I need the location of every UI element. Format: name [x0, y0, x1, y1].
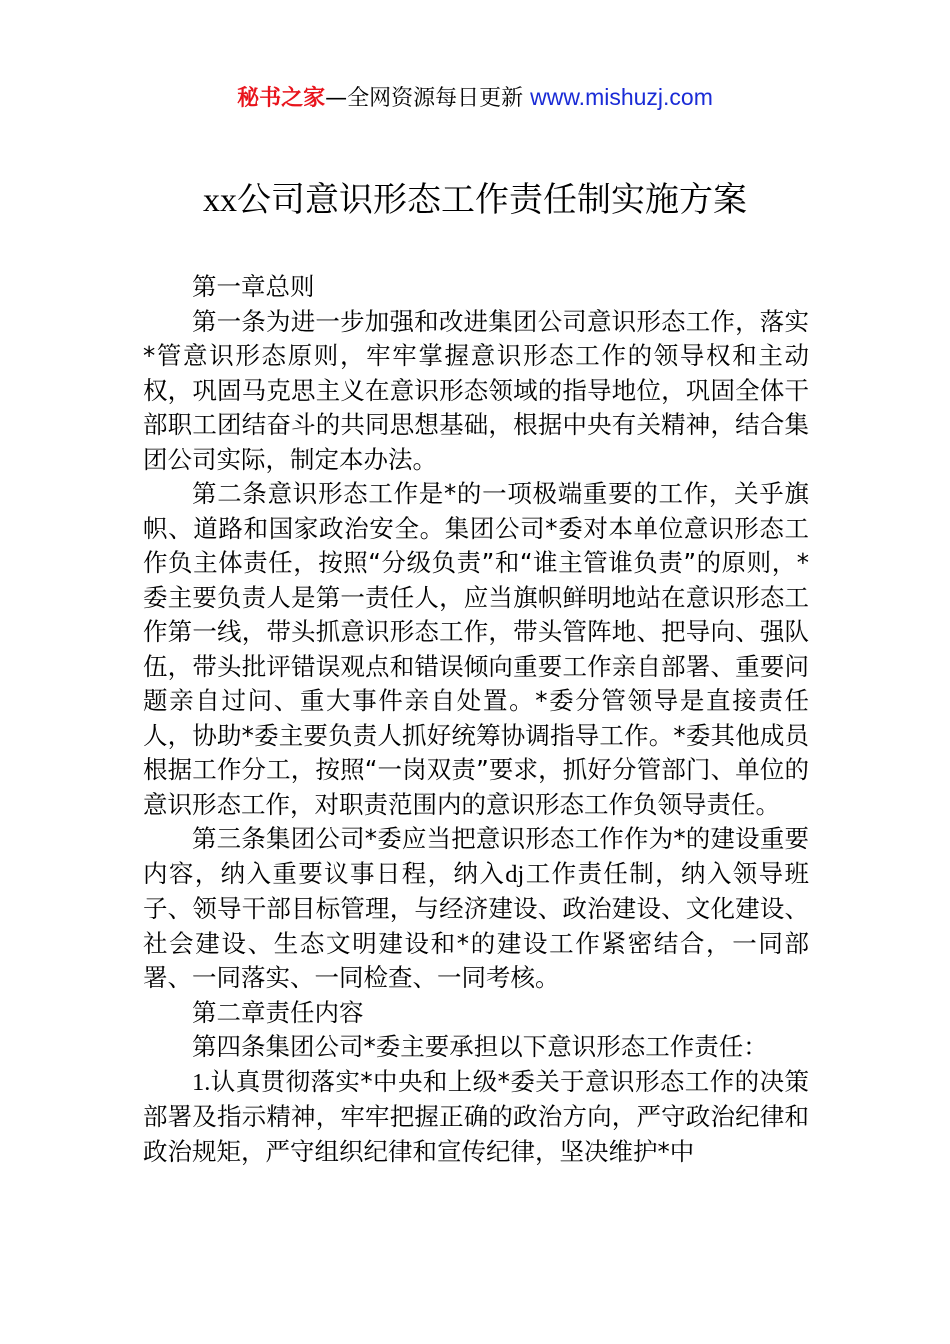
chapter-heading: 第一章总则 [192, 272, 315, 301]
chapter-heading: 第二章责任内容 [192, 997, 364, 1027]
document-body [143, 270, 809, 1169]
body-paragraph: 1.认真贯彻落实*中央和上级*委关于意识形态工作的决策部署及指示精神，牢牢把握正确的政治方向，严守政治纪律和政治规矩，严守组织纪律和宣传纪律，坚决维护*中 [143, 1066, 809, 1166]
header-tagline: —全网资源每日更新 [325, 86, 524, 111]
site-url-link[interactable]: www.mishuzj.com [530, 84, 713, 110]
body-paragraph: 第四条集团公司*委主要承担以下意识形态工作责任： [192, 1032, 768, 1061]
brand-name: 秘书之家 [237, 86, 326, 111]
body-paragraph: 第二条意识形态工作是*的一项极端重要的工作，关乎旗帜、道路和国家政治安全。集团公司*委对本单位意识形态工作负主体责任，按照“分级负责”和“谁主管谁负责”的原则，*委主要负责人是第一责任人，应当旗帜鲜明地站在意识形态工作第一线，带头抓意识形态工作，带头管阵地、把导向、强队伍，带头批评错误观点和错误倾向重要工作亲自部署、重要问题亲自过问、重大事件亲自处置。*委分管领导是直接责任人，协助*委主要负责人抓好统筹协调指导工作。*委其他成员根据工作分工，按照“一岗双责”要求，抓好分管部门、单位的意识形态工作，对职责范围内的意识形态工作负领导责任。 [143, 479, 809, 819]
body-paragraph: 第一条为进一步加强和改进集团公司意识形态工作，落实*管意识形态原则，牢牢掌握意识形态工作的领导权和主动权，巩固马克思主义在意识形态领域的指导地位，巩固全体干部职工团结奋斗的共同思想基础，根据中央有关精神，结合集团公司实际，制定本办法。 [143, 306, 809, 474]
body-paragraph: 第三条集团公司*委应当把意识形态工作作为*的建设重要内容，纳入重要议事日程，纳入dj工作责任制，纳入领导班子、领导干部目标管理，与经济建设、政治建设、文化建设、社会建设、生态文明建设和*的建设工作紧密结合，一同部署、一同落实、一同检查、一同考核。 [143, 824, 810, 992]
site-header-banner [0, 80, 950, 116]
document-title: xx公司意识形态工作责任制实施方案 [203, 180, 747, 220]
